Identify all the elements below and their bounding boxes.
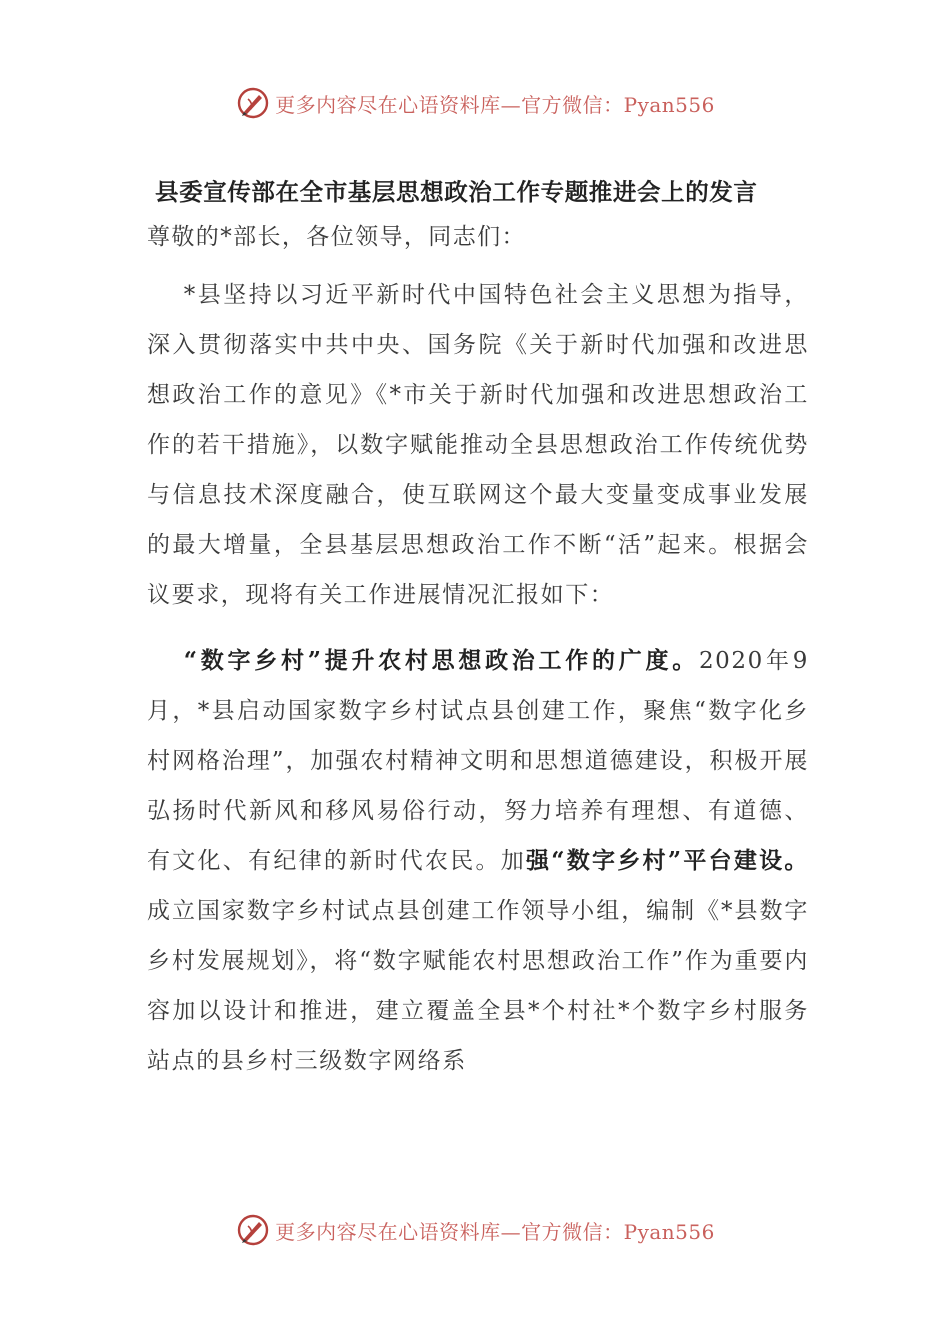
pen-circle-icon	[235, 85, 271, 121]
document-title: 县委宣传部在全市基层思想政治工作专题推进会上的发言	[155, 178, 758, 206]
pen-circle-icon	[235, 1212, 271, 1248]
watermark-banner-bottom	[0, 1210, 950, 1250]
document-page	[147, 162, 809, 1086]
watermark-banner-top	[0, 83, 950, 123]
section-text-2: 成立国家数字乡村试点县创建工作领导小组，编制《*县数字乡村发展规划》，将“数字赋能农村思想政治工作”作为重要内容加以设计和推进，建立覆盖全县*个村社*个数字乡村服务站点的县乡村三级数字网络系	[147, 898, 809, 1074]
watermark-text: 更多内容尽在心语资料库—官方微信：Pyan556	[275, 92, 715, 117]
watermark-text: 更多内容尽在心语资料库—官方微信：Pyan556	[275, 1219, 715, 1244]
section-text-1: 2020年9月，*县启动国家数字乡村试点县创建工作，聚焦“数字化乡村网格治理”，加强农村精神文明和思想道德建设，积极开展弘扬时代新风和移风易俗行动，努力培养有理想、有道德、有文化、有纪律的新时代农民。加	[147, 648, 809, 874]
paragraph-intro: *县坚持以习近平新时代中国特色社会主义思想为指导，深入贯彻落实中共中央、国务院《关于新时代加强和改进思想政治工作的意见》《*市关于新时代加强和改进思想政治工作的若干措施》，以数字赋能推动全县思想政治工作传统优势与信息技术深度融合，使互联网这个最大变量变成事业发展的最大增量，全县基层思想政治工作不断“活”起来。根据会议要求，现将有关工作进展情况汇报如下：	[147, 282, 809, 608]
section-heading: “数字乡村”提升农村思想政治工作的广度。	[183, 647, 699, 674]
salutation: 尊敬的*部长，各位领导，同志们：	[147, 224, 526, 250]
section-subheading: 强“数字乡村”平台建设。	[526, 847, 809, 874]
paragraph-digital-village	[147, 636, 809, 1086]
